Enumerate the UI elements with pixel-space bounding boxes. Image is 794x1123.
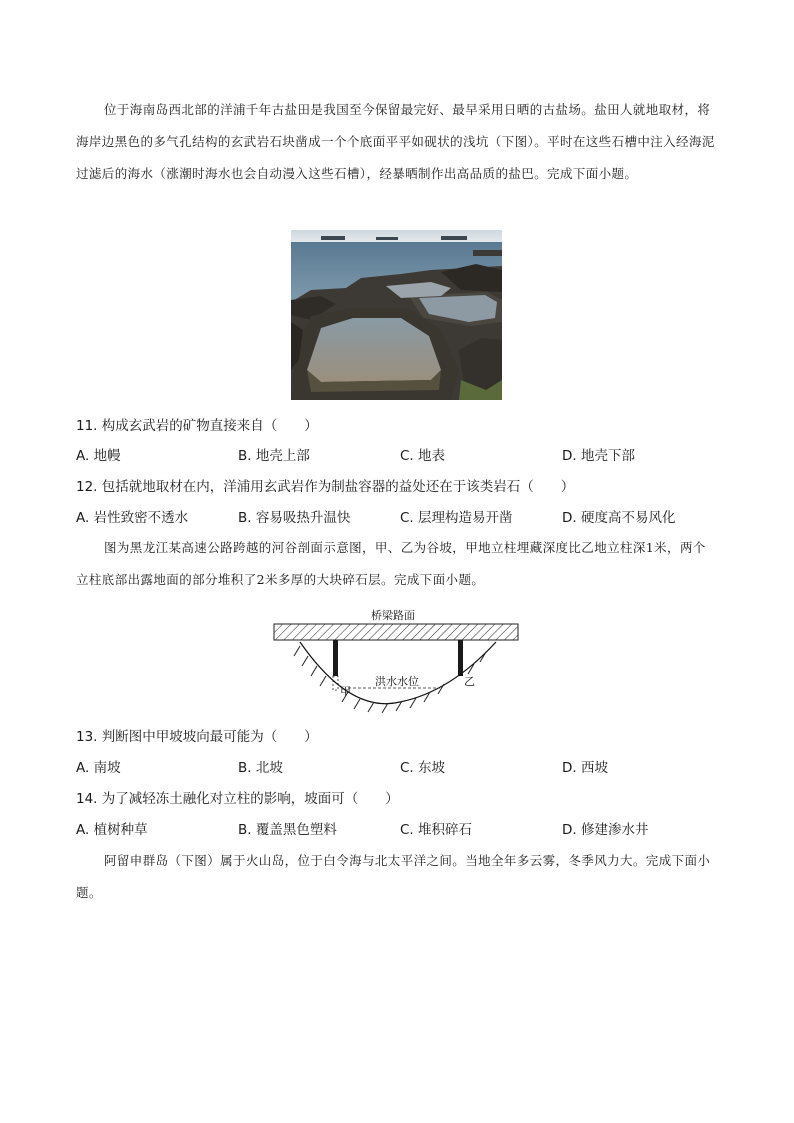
option-c: C. 地表 [400, 448, 446, 464]
bridge-deck-label: 桥梁路面 [371, 609, 415, 622]
slope-yi-label: 乙 [464, 675, 475, 688]
option-a: A. 南坡 [76, 760, 121, 776]
option-b: B. 容易吸热升温快 [238, 510, 351, 526]
question-11-stem: 11. 构成玄武岩的矿物直接来自（ ） [76, 418, 318, 434]
option-b: B. 北坡 [238, 760, 283, 776]
pillar-jia [333, 640, 338, 676]
intro-paragraph-valley: 图为黑龙江某高速公路跨越的河谷剖面示意图，甲、乙为谷坡，甲地立柱埋藏深度比乙地立柱深1米，两个立柱底部出露地面的部分堆积了2米多厚的大块碎石层。完成下面小题。 [76, 540, 706, 587]
option-c: C. 堆积碎石 [400, 822, 473, 838]
question-14-stem: 14. 为了减轻冻土融化对立柱的影响，坡面可（ ） [76, 791, 399, 807]
valley-slope-profile [300, 642, 496, 704]
flood-level-label: 洪水水位 [375, 675, 419, 688]
pillar-yi [458, 640, 463, 676]
option-d: D. 硬度高不易风化 [562, 510, 676, 526]
intro-paragraph-saltfield: 位于海南岛西北部的洋浦千年古盐田是我国至今保留最完好、最早采用日晒的古盐场。盐田人就地取材，将海岸边黑色的多气孔结构的玄武岩石块凿成一个个底面平平如砚状的浅坑（下图）。平时在这些石槽中注入经海泥过滤后的海水（涨潮时海水也会自动漫入这些石槽），经暴晒制作出高品质的盐巴。完成下面小题。 [76, 102, 715, 181]
intro-paragraph-aleutian: 阿留申群岛（下图）属于火山岛，位于白令海与北太平洋之间。当地全年多云雾，冬季风力大。完成下面小题。 [76, 853, 711, 900]
question-11-options [76, 446, 736, 466]
question-12-options [76, 508, 736, 528]
bridge-deck [274, 624, 518, 640]
option-b: B. 覆盖黑色塑料 [238, 822, 337, 838]
option-d: D. 修建渗水井 [562, 822, 649, 838]
question-14-options [76, 820, 736, 840]
option-c: C. 层理构造易开凿 [400, 510, 513, 526]
valley-cross-section-diagram [260, 604, 530, 718]
question-13-stem: 13. 判断图中甲坡坡向最可能为（ ） [76, 729, 318, 745]
option-a: A. 地幔 [76, 448, 121, 464]
slope-jia-label: 甲 [340, 685, 351, 698]
question-12-stem: 12. 包括就地取材在内，洋浦用玄武岩作为制盐容器的益处还在于该类岩石（ ） [76, 479, 575, 495]
option-d: D. 西坡 [562, 760, 608, 776]
option-c: C. 东坡 [400, 760, 446, 776]
basalt-salt-trough-photo [291, 230, 502, 400]
option-b: B. 地壳上部 [238, 448, 310, 464]
option-a: A. 植树种草 [76, 822, 148, 838]
option-a: A. 岩性致密不透水 [76, 510, 189, 526]
option-d: D. 地壳下部 [562, 448, 635, 464]
question-13-options [76, 758, 736, 778]
